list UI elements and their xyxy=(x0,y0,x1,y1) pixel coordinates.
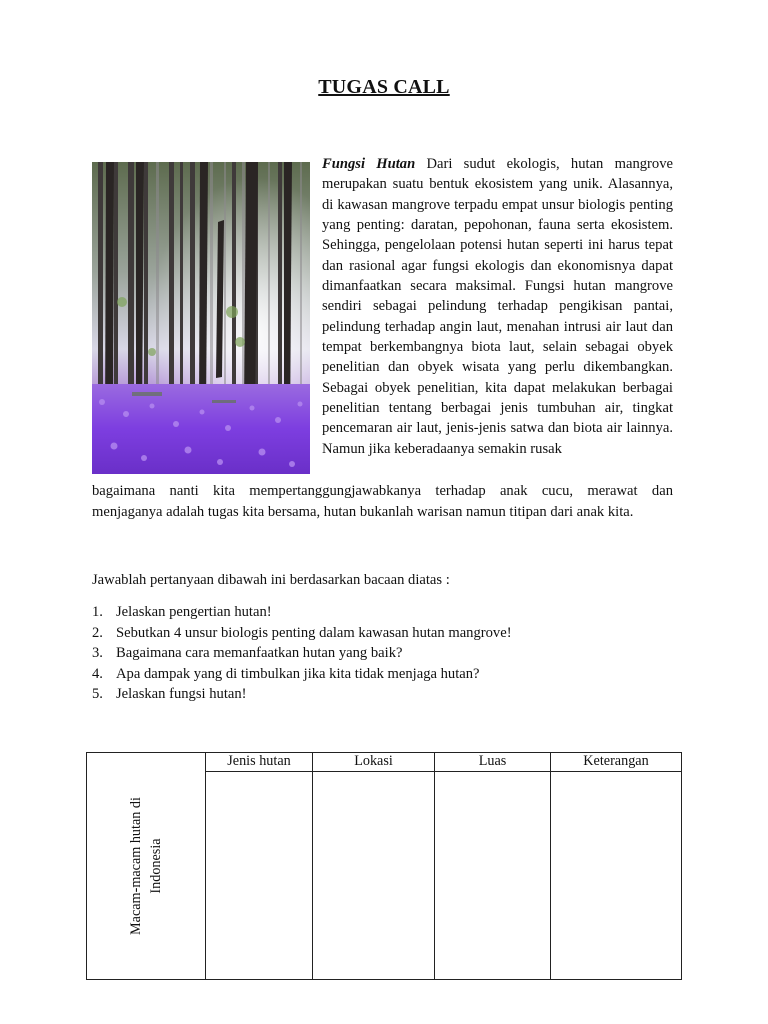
column-header-jenis-hutan: Jenis hutan xyxy=(206,753,313,772)
row-header-line-1: Macam-macam hutan di xyxy=(128,797,144,935)
column-header-lokasi: Lokasi xyxy=(313,753,435,772)
forest-bluebells-image xyxy=(92,162,310,474)
row-header-line-2: Indonesia xyxy=(148,838,164,894)
row-header-text xyxy=(126,797,166,935)
question-item xyxy=(92,623,692,644)
question-number: 1. xyxy=(92,604,103,620)
question-text: Bagaimana cara memanfaatkan hutan yang baik? xyxy=(116,645,403,662)
reading-paragraph-continuation xyxy=(92,481,673,522)
reading-line-1: bagaimana nanti kita mempertanggungjawabkanya terhadap anak cucu, merawat dan xyxy=(92,483,673,499)
question-text: Apa dampak yang di timbulkan jika kita tidak menjaga hutan? xyxy=(116,665,480,682)
reading-line-2: menjaganya adalah tugas kita bersama, hutan bukanlah warisan namun titipan dari anak kita. xyxy=(92,503,634,520)
reading-body-right: Dari sudut ekologis, hutan mangrove merupakan suatu bentuk ekosistem yang unik. Alasannya, di kawasan mangrove terpadu empat unsur biologis penting yang penting: daratan, pepohonan, fauna serta ekosistem. Sehingga, pengelolaan potensi hutan seperti ini harus tepat dan rasional agar fungsi ekologis dan ekonomisnya dapat dimanfaatkan secara maksimal. Fungsi hutan mangrove sendiri sebagai pelindung terhadap pengikisan pantai, pelindung terhadap angin laut, menahan intrusi air laut dan tempat berkembangnya biota laut, selain sebagai obyek penelitian dan obyek wisata yang perlu dikembangkan. Sebagai obyek penelitian, kita dapat melakukan berbagai penelitian tentang berbagai jenis tumbuhan air, tingkat pencemaran air laut, jenis-jenis satwa dan biota air lainnya. Namun jika keberadaanya semakin rusak xyxy=(322,156,673,457)
question-number: 2. xyxy=(92,624,103,641)
question-item xyxy=(92,643,692,664)
answer-cell-luas[interactable] xyxy=(435,772,551,980)
question-number: 3. xyxy=(92,645,103,662)
row-header-cell xyxy=(87,753,206,980)
reading-paragraph xyxy=(322,154,673,459)
question-number: 4. xyxy=(92,665,103,682)
question-item xyxy=(92,664,692,685)
question-list xyxy=(92,602,692,705)
answer-cell-keterangan[interactable] xyxy=(551,772,682,980)
question-text: Jelaskan pengertian hutan! xyxy=(116,604,272,620)
question-number: 5. xyxy=(92,686,103,703)
question-item xyxy=(92,602,692,623)
forest-types-table xyxy=(86,752,682,980)
column-header-keterangan: Keterangan xyxy=(551,753,682,772)
answer-cell-jenis-hutan[interactable] xyxy=(206,772,313,980)
column-header-luas: Luas xyxy=(435,753,551,772)
question-instruction: Jawablah pertanyaan dibawah ini berdasarkan bacaan diatas : xyxy=(92,572,450,588)
document-title: TUGAS CALL xyxy=(318,76,450,98)
question-text: Jelaskan fungsi hutan! xyxy=(116,686,247,703)
answer-cell-lokasi[interactable] xyxy=(313,772,435,980)
reading-lead: Fungsi Hutan xyxy=(322,156,416,172)
question-item xyxy=(92,684,692,705)
question-text: Sebutkan 4 unsur biologis penting dalam kawasan hutan mangrove! xyxy=(116,624,512,641)
